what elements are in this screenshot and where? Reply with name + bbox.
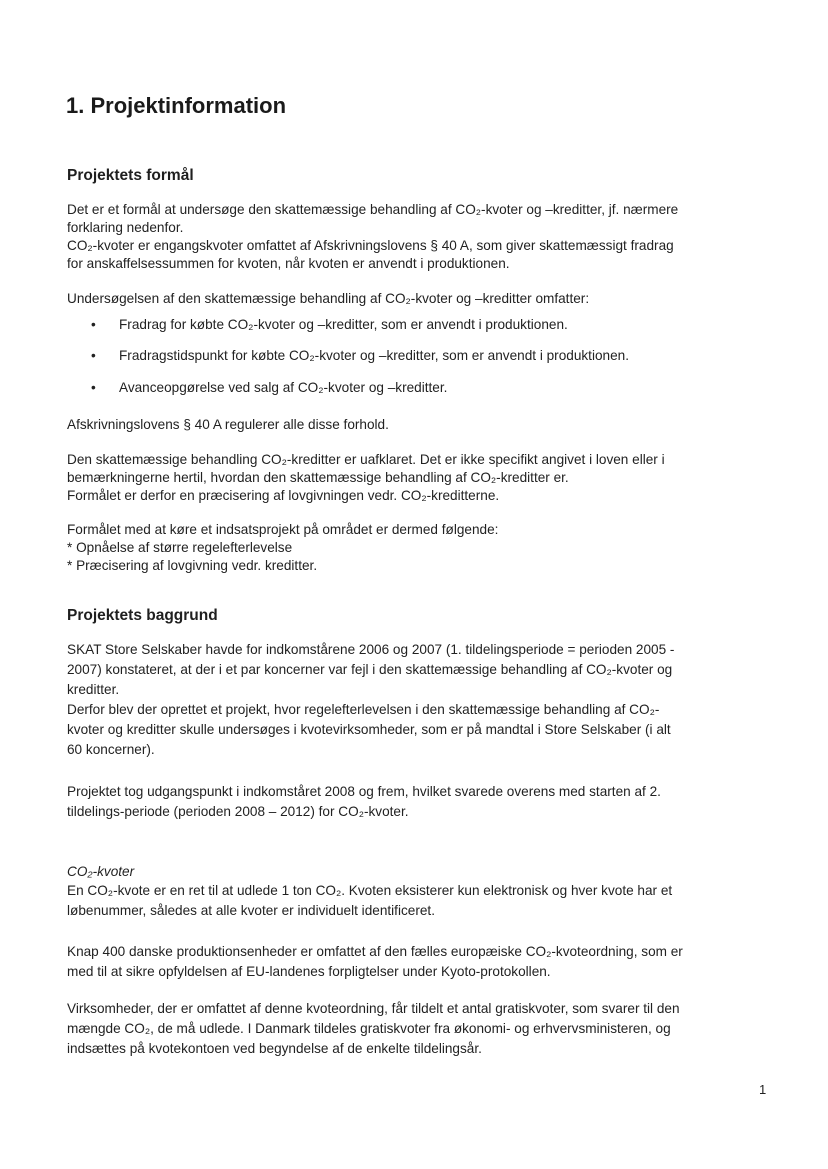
text-line: * Opnåelse af større regelefterlevelse: [67, 540, 293, 555]
text-line: Det er et formål at undersøge den skattemæssige behandling af CO₂-kvoter og –kreditter, jf. nærmere: [67, 202, 679, 217]
text-line: Formålet er derfor en præcisering af lovgivningen vedr. CO₂-kreditterne.: [67, 488, 500, 503]
section-heading-baggrund: Projektets baggrund: [67, 607, 218, 624]
text-line: kvoter og kreditter skulle undersøges i kvotevirksomheder, som er på mandtal i Store Selskaber (i alt: [67, 722, 671, 737]
formaal-paragraph-2: Undersøgelsen af den skattemæssige behandling af CO₂-kvoter og –kreditter omfatter:: [67, 291, 590, 306]
text-line: bemærkningerne hertil, hvordan den skattemæssige behandling af CO₂-kreditter er.: [67, 470, 569, 485]
text-line: * Præcisering af lovgivning vedr. kreditter.: [67, 558, 318, 573]
baggrund-paragraph-3: [67, 881, 767, 921]
text-line: mængde CO₂, de må udlede. I Danmark tildeles gratiskvoter fra økonomi- og erhvervsministeren, og: [67, 1021, 671, 1036]
page-number: 1: [759, 1082, 767, 1097]
text-line: forklaring nedenfor.: [67, 220, 184, 235]
text-line: for anskaffelsessummen for kvoten, når kvoten er anvendt i produktionen.: [67, 256, 510, 271]
text-line: 2007) konstateret, at der i et par koncerner var fejl i den skattemæssige behandling af CO₂-kvoter og: [67, 662, 673, 677]
text-line: 60 koncerner).: [67, 742, 155, 757]
formaal-paragraph-1: [67, 201, 767, 273]
baggrund-paragraph-4: [67, 942, 767, 982]
text-line: Virksomheder, der er omfattet af denne kvoteordning, får tildelt et antal gratiskvoter, som svarer til den: [67, 1001, 680, 1016]
text-line: Den skattemæssige behandling CO₂-kreditter er uafklaret. Det er ikke specifikt angivet i loven eller i: [67, 452, 665, 467]
baggrund-paragraph-2: [67, 782, 767, 822]
list-item-text: Avanceopgørelse ved salg af CO₂-kvoter og –kreditter.: [119, 380, 448, 395]
text-line: CO₂-kvoter er engangskvoter omfattet af Afskrivningslovens § 40 A, som giver skattemæssigt fradrag: [67, 238, 674, 253]
text-line: Projektet tog udgangspunkt i indkomståret 2008 og frem, hvilket svarede overens med starten af 2.: [67, 784, 661, 799]
text-line: tildelings-periode (perioden 2008 – 2012) for CO₂-kvoter.: [67, 804, 409, 819]
subsection-heading-co2-kvoter: CO₂-kvoter: [67, 864, 135, 879]
formaal-paragraph-5: [67, 521, 767, 575]
text-line: Derfor blev der oprettet et projekt, hvor regelefterlevelsen i den skattemæssige behandling af CO₂-: [67, 702, 660, 717]
baggrund-paragraph-1: [67, 640, 767, 760]
baggrund-paragraph-5: [67, 999, 767, 1059]
bullet-icon: •: [91, 380, 96, 395]
formaal-paragraph-3: Afskrivningslovens § 40 A regulerer alle disse forhold.: [67, 417, 389, 432]
section-heading-formaal: Projektets formål: [67, 167, 194, 184]
text-line: indsættes på kvotekontoen ved begyndelse af de enkelte tildelingsår.: [67, 1041, 482, 1056]
bullet-icon: •: [91, 348, 96, 363]
bullet-icon: •: [91, 317, 96, 332]
list-item-text: Fradragstidspunkt for købte CO₂-kvoter og –kreditter, som er anvendt i produktionen.: [119, 348, 629, 363]
text-line: kreditter.: [67, 682, 120, 697]
text-line: løbenummer, således at alle kvoter er individuelt identificeret.: [67, 903, 435, 918]
list-item-text: Fradrag for købte CO₂-kvoter og –kreditter, som er anvendt i produktionen.: [119, 317, 568, 332]
page-title: 1. Projektinformation: [66, 93, 287, 118]
formaal-paragraph-4: [67, 451, 767, 505]
text-line: Knap 400 danske produktionsenheder er omfattet af den fælles europæiske CO₂-kvoteordning, som er: [67, 944, 683, 959]
text-line: En CO₂-kvote er en ret til at udlede 1 ton CO₂. Kvoten eksisterer kun elektronisk og hver kvote har et: [67, 883, 673, 898]
text-line: Formålet med at køre et indsatsprojekt på området er dermed følgende:: [67, 522, 499, 537]
text-line: SKAT Store Selskaber havde for indkomstårene 2006 og 2007 (1. tildelingsperiode = perioden 2005 -: [67, 642, 675, 657]
text-line: med til at sikre opfyldelsen af EU-landenes forpligtelser under Kyoto-protokollen.: [67, 964, 551, 979]
